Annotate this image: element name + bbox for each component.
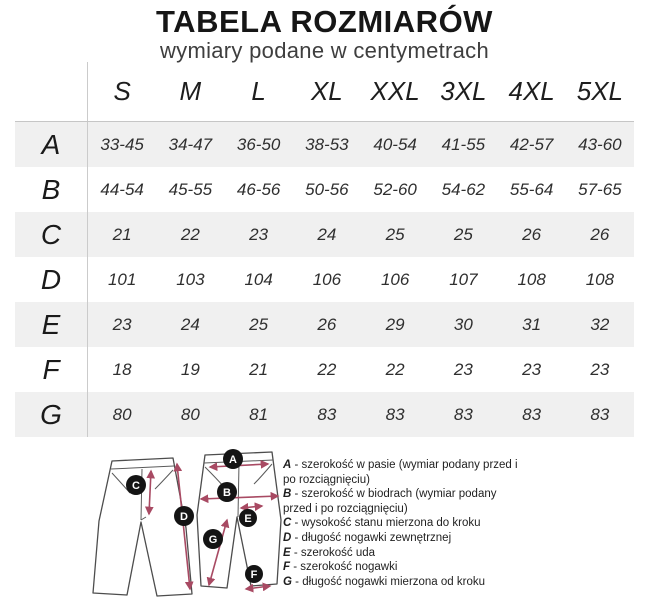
size-cell: 108: [517, 269, 546, 289]
legend-text: szerokość uda: [300, 546, 376, 559]
size-cell: 32: [590, 314, 610, 334]
legend-item-a: [283, 458, 526, 487]
row-label: E: [15, 302, 88, 347]
size-cell: 52-60: [373, 179, 417, 199]
size-cell: 83: [590, 404, 610, 424]
svg-text:D: D: [180, 511, 188, 523]
legend-separator: -: [291, 517, 302, 530]
legend-separator: -: [290, 561, 301, 574]
size-cell: 23: [590, 359, 610, 379]
legend-item-c: [283, 516, 526, 531]
legend-item-e: [283, 546, 526, 561]
size-cell: 42-57: [509, 134, 554, 154]
measure-badge-b: [217, 482, 237, 502]
legend-letter: A: [283, 459, 292, 471]
svg-text:E: E: [244, 513, 252, 525]
size-cell: 22: [180, 224, 200, 244]
size-cell: 80: [180, 404, 200, 424]
col-header-4xl: 4XL: [508, 76, 555, 106]
legend-text: długość nogawki zewnętrznej: [301, 531, 452, 544]
legend-letter: D: [283, 531, 292, 544]
svg-text:B: B: [223, 487, 231, 499]
size-cell: 108: [585, 269, 615, 289]
legend-letter: E: [283, 546, 291, 559]
legend-letter: B: [283, 488, 292, 501]
measure-badge-c: [126, 475, 146, 495]
row-label: B: [15, 167, 88, 212]
table-row-f: [15, 347, 634, 392]
size-cell: 83: [317, 404, 337, 424]
table-row-a: [15, 122, 634, 167]
size-cell: 22: [385, 359, 405, 379]
size-cell: 107: [449, 269, 478, 289]
size-cell: 19: [180, 359, 200, 379]
svg-text:F: F: [250, 569, 258, 581]
legend-separator: -: [291, 531, 302, 544]
table-row-g: [15, 392, 634, 437]
legend-letter: F: [283, 561, 291, 574]
legend-text: długość nogawki mierzona od kroku: [302, 575, 486, 588]
size-cell: 21: [249, 359, 269, 379]
legend-item-b: [283, 487, 526, 516]
measure-arrow-e: [241, 506, 262, 508]
measurement-legend: [283, 458, 526, 589]
size-cell: 44-54: [100, 179, 144, 199]
size-cell: 104: [244, 269, 273, 289]
size-cell: 83: [385, 404, 405, 424]
measure-arrow-f: [246, 586, 270, 589]
col-header-m: M: [179, 76, 202, 106]
size-cell: 81: [249, 404, 269, 424]
size-table: [15, 62, 634, 437]
col-header-l: L: [251, 76, 266, 106]
svg-text:A: A: [229, 454, 237, 466]
row-label: A: [15, 122, 88, 167]
size-cell: 106: [380, 269, 410, 289]
legend-separator: -: [291, 459, 302, 471]
size-cell: 29: [385, 314, 405, 334]
measure-arrow-b: [201, 496, 278, 499]
size-cell: 21: [112, 224, 132, 244]
size-cell: 24: [180, 314, 200, 334]
size-cell: 25: [249, 314, 269, 334]
col-header-xxl: XXL: [370, 76, 420, 106]
measure-badge-e: [239, 509, 257, 527]
pants-front-view: [197, 449, 281, 589]
size-cell: 31: [522, 314, 542, 334]
measure-arrow-c: [149, 471, 151, 514]
size-cell: 34-47: [168, 134, 213, 154]
page-subtitle: wymiary podane w centymetrach: [159, 38, 490, 63]
size-cell: 103: [176, 269, 205, 289]
size-cell: 23: [112, 314, 132, 334]
table-row-d: [15, 257, 634, 302]
pants-measurement-diagram: [88, 448, 295, 608]
table-row-c: [15, 212, 634, 257]
size-cell: 23: [249, 224, 269, 244]
legend-item-g: [283, 575, 526, 590]
size-cell: 41-55: [441, 134, 486, 154]
measure-badge-f: [245, 565, 263, 583]
legend-letter: C: [283, 517, 292, 530]
size-cell: 46-56: [236, 179, 281, 199]
svg-text:G: G: [208, 534, 218, 546]
pants-front-fly: [238, 463, 239, 517]
pants-front-pocket-right: [254, 464, 272, 484]
size-cell: 26: [590, 224, 610, 244]
measure-badge-g: [203, 529, 223, 549]
pants-back-view: [93, 458, 194, 596]
header-stub-cell: [15, 62, 88, 121]
legend-item-d: [283, 531, 526, 546]
col-header-xl: XL: [310, 76, 343, 106]
size-cell: 40-54: [373, 134, 417, 154]
size-cell: 30: [453, 314, 473, 334]
row-label: D: [15, 257, 88, 302]
row-label: G: [15, 392, 88, 437]
size-cell: 45-55: [168, 179, 213, 199]
legend-text: szerokość nogawki: [300, 561, 398, 574]
size-cell: 22: [317, 359, 337, 379]
size-cell: 18: [112, 359, 132, 379]
row-label: F: [15, 347, 88, 392]
legend-item-f: [283, 560, 526, 575]
measure-badge-d: [174, 506, 194, 526]
size-cell: 26: [317, 314, 337, 334]
size-table-header-row: [15, 62, 634, 122]
size-cell: 101: [107, 269, 137, 289]
table-row-e: [15, 302, 634, 347]
legend-text: szerokość w biodrach (wymiar podany przed i po rozciągnięciu): [283, 488, 497, 515]
pants-back-pocket-right: [155, 470, 173, 489]
size-cell: 54-62: [441, 179, 486, 199]
chart-header: [0, 5, 649, 63]
page-title: TABELA ROZMIARÓW: [156, 4, 493, 39]
legend-text: szerokość w pasie (wymiar podany przed i po rozciągnięciu): [283, 459, 518, 486]
pants-back-fly: [141, 469, 146, 520]
measure-badge-a: [223, 449, 243, 469]
col-header-5xl: 5XL: [576, 76, 623, 106]
table-row-b: [15, 167, 634, 212]
measure-arrow-d: [177, 464, 190, 589]
legend-letter: G: [283, 575, 292, 588]
size-cell: 25: [385, 224, 405, 244]
legend-separator: -: [291, 575, 303, 588]
row-label: C: [15, 212, 88, 257]
size-cell: 83: [453, 404, 473, 424]
pants-back-waistband: [111, 466, 174, 469]
legend-text: wysokość stanu mierzona do kroku: [301, 517, 481, 530]
size-cell: 23: [522, 359, 542, 379]
legend-separator: -: [290, 546, 301, 559]
size-cell: 55-64: [509, 179, 554, 199]
col-header-3xl: 3XL: [440, 76, 487, 106]
size-cell: 25: [453, 224, 473, 244]
size-cell: 26: [522, 224, 542, 244]
size-cell: 83: [522, 404, 542, 424]
size-cell: 57-65: [578, 179, 622, 199]
size-cell: 24: [317, 224, 337, 244]
size-cell: 106: [312, 269, 342, 289]
size-cell: 50-56: [305, 179, 349, 199]
size-cell: 23: [453, 359, 473, 379]
legend-separator: -: [291, 488, 302, 501]
size-cell: 33-45: [100, 134, 144, 154]
size-cell: 38-53: [305, 134, 349, 154]
size-cell: 43-60: [578, 134, 622, 154]
col-header-s: S: [113, 76, 131, 106]
size-cell: 80: [112, 404, 132, 424]
svg-text:C: C: [132, 480, 140, 492]
size-cell: 36-50: [236, 134, 281, 154]
